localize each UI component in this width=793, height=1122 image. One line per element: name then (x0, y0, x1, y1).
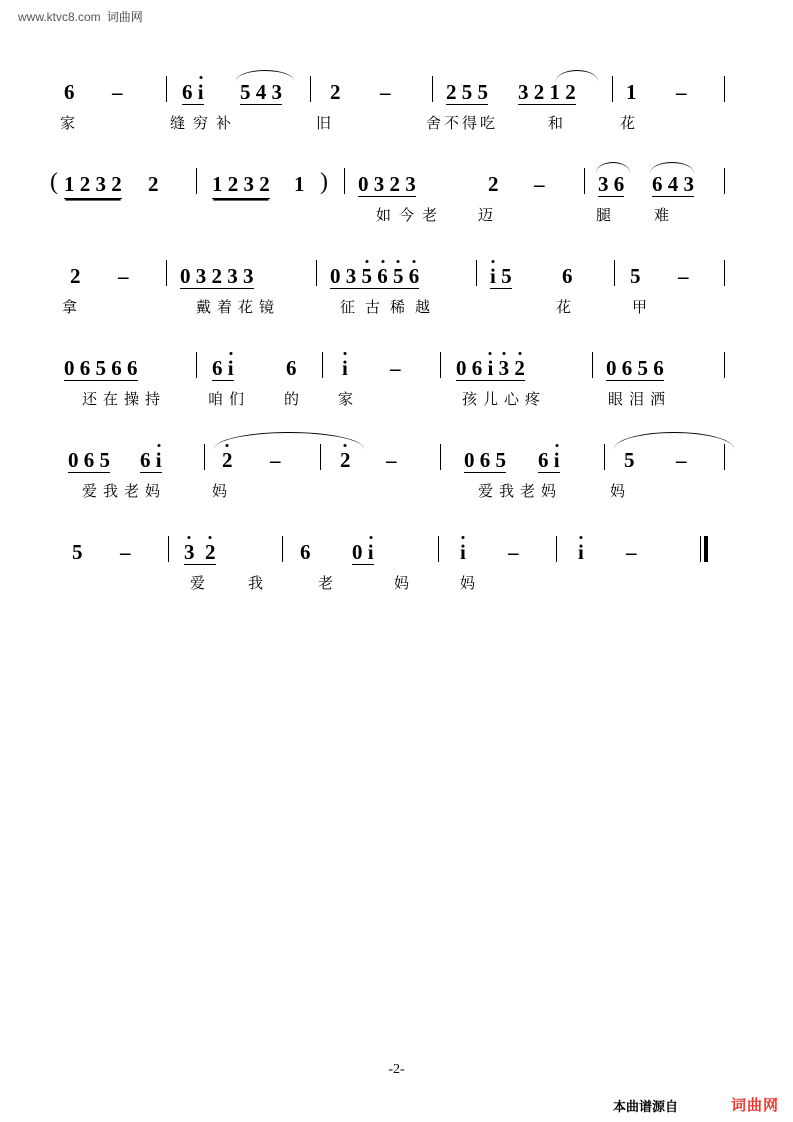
barline (724, 260, 725, 286)
barline (204, 444, 205, 470)
lyric: 妈 (610, 482, 626, 500)
note: – (626, 540, 637, 564)
barline (196, 168, 197, 194)
note-beamed: 0 6 5 6 (606, 356, 664, 380)
note: – (508, 540, 519, 564)
note: – (118, 264, 129, 288)
lyric: 妈 (460, 574, 476, 592)
barline (584, 168, 585, 194)
note-beamed: 1 2 3 2 (212, 174, 270, 199)
note-beamed: 6 i (212, 356, 234, 380)
lyric: 妈 (212, 482, 228, 500)
barline (556, 536, 557, 562)
barline (440, 352, 441, 378)
final-barline (700, 536, 708, 562)
note-beamed: 0 6 i 3 2 (456, 356, 525, 380)
note-beamed: 0 6 5 (464, 448, 506, 472)
repeat-paren-open: ( (50, 169, 58, 195)
note: 6 (64, 80, 75, 104)
lyric: 缝穷补 (170, 114, 240, 132)
note: – (112, 80, 123, 104)
note: 2 (222, 448, 233, 472)
lyric: 爱我老妈 (478, 482, 563, 500)
note: – (386, 448, 397, 472)
lyric: 和 (548, 114, 564, 132)
note: – (676, 80, 687, 104)
slur (614, 432, 734, 449)
lyric: 如今老 (376, 206, 446, 224)
lyric: 拿 (62, 298, 78, 316)
barline (310, 76, 311, 102)
barline (438, 536, 439, 562)
lyric: 难 (654, 206, 670, 224)
note: 6 (300, 540, 311, 564)
note-beamed: 2 5 5 (446, 80, 488, 104)
barline (604, 444, 605, 470)
note: – (380, 80, 391, 104)
barline (322, 352, 323, 378)
barline (614, 260, 615, 286)
watermark-url: www.ktvc8.com (18, 10, 101, 24)
note-beamed: 3 2 (184, 540, 216, 564)
barline (724, 76, 725, 102)
lyric: 甲 (632, 298, 648, 316)
slur (596, 162, 630, 173)
barline (592, 352, 593, 378)
lyric: 的 (284, 390, 300, 408)
note-beamed: 5 4 3 (240, 80, 282, 104)
note-beamed: 6 4 3 (652, 172, 694, 196)
note: i (342, 356, 348, 380)
barline (724, 352, 725, 378)
note-beamed: 1 2 3 2 (64, 174, 122, 199)
slur (236, 70, 294, 81)
footer-site-logo[interactable]: 词曲网 (730, 1096, 779, 1114)
lyric: 戴着花镜 (196, 298, 281, 316)
note-beamed: 0 3 2 3 (358, 172, 416, 196)
note: 5 (624, 448, 635, 472)
score-line-1 (0, 58, 793, 150)
lyric: 爱我老妈 (82, 482, 167, 500)
note-beamed: 0 3 2 3 3 (180, 264, 254, 288)
barline (282, 536, 283, 562)
note: – (676, 448, 687, 472)
note-beamed: 3 6 (598, 172, 625, 196)
lyric: 眼泪洒 (608, 390, 672, 408)
lyric: 我 (248, 574, 264, 592)
note: 5 (72, 540, 83, 564)
note: 6 (286, 356, 297, 380)
note-beamed: 6 i (140, 448, 162, 472)
lyric: 腿 (596, 206, 612, 224)
note: 2 (330, 80, 341, 104)
barline (320, 444, 321, 470)
note: – (270, 448, 281, 472)
note: – (678, 264, 689, 288)
note-beamed: 0 6 5 6 6 (64, 356, 138, 380)
lyric: 花 (620, 114, 636, 132)
footer-source-note: 本曲谱源自 (612, 1100, 678, 1115)
note: 5 (630, 264, 641, 288)
note: 1 (626, 80, 637, 104)
lyric: 旧 (316, 114, 332, 132)
barline (476, 260, 477, 286)
lyric: 孩儿心疼 (462, 390, 547, 408)
page-number: -2- (388, 1062, 405, 1077)
note: 1 (294, 172, 305, 196)
note: i (578, 540, 584, 564)
lyric: 爱 (190, 574, 206, 592)
note: 2 (148, 172, 159, 196)
barline (724, 444, 725, 470)
barline (166, 76, 167, 102)
barline (724, 168, 725, 194)
lyric: 迈 (478, 206, 494, 224)
barline (612, 76, 613, 102)
note: – (120, 540, 131, 564)
score-line-6 (0, 518, 793, 610)
slur (650, 162, 694, 173)
barline (166, 260, 167, 286)
lyric: 花 (556, 298, 572, 316)
lyric: 咱们 (208, 390, 251, 408)
barline (316, 260, 317, 286)
lyric: 家 (338, 390, 354, 408)
barline (196, 352, 197, 378)
score-line-4 (0, 334, 793, 426)
lyric: 家 (60, 114, 76, 132)
note: 6 (562, 264, 573, 288)
barline (440, 444, 441, 470)
barline (344, 168, 345, 194)
score-line-5 (0, 426, 793, 518)
note-beamed: 0 3 5 6 5 6 (330, 264, 420, 288)
music-score (0, 58, 793, 610)
watermark-site-name: 词曲网 (106, 10, 143, 24)
note: 2 (340, 448, 351, 472)
lyric: 舍不得吃 (426, 114, 499, 132)
note-beamed: 0 i (352, 540, 374, 564)
note: – (390, 356, 401, 380)
score-line-2 (0, 150, 793, 242)
barline (432, 76, 433, 102)
note: – (534, 172, 545, 196)
slur (214, 432, 364, 449)
note: 2 (488, 172, 499, 196)
note-beamed: i 5 (490, 264, 512, 288)
note-beamed: 6 i (182, 80, 204, 104)
note-beamed: 3 2 1 2 (518, 80, 576, 104)
note-beamed: 6 i (538, 448, 560, 472)
lyric: 妈 (394, 574, 410, 592)
note-beamed: 0 6 5 (68, 448, 110, 472)
slur (556, 70, 598, 81)
note: i (460, 540, 466, 564)
lyric: 老 (318, 574, 334, 592)
repeat-paren-close: ) (320, 169, 328, 195)
site-watermark (18, 8, 143, 25)
lyric: 还在操持 (82, 390, 167, 408)
lyric: 征古稀越 (340, 298, 441, 316)
note: 2 (70, 264, 81, 288)
score-line-3 (0, 242, 793, 334)
barline (168, 536, 169, 562)
